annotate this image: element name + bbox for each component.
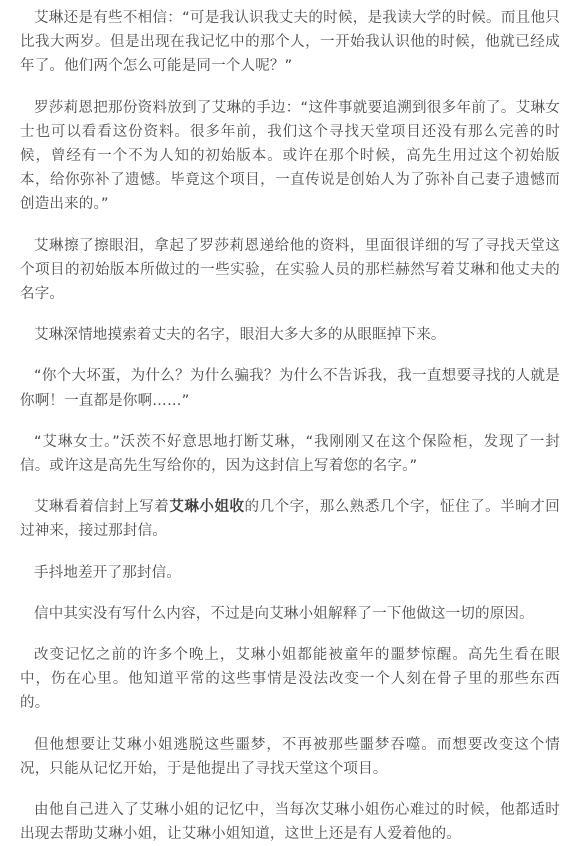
paragraph-4: 艾琳深情地摸索着丈夫的名字，眼泪大多大多的从眼眶掉下来。: [34, 327, 446, 344]
paragraph-7-bold: 艾琳小姐收: [169, 499, 245, 516]
paragraph-12: 由他自己进入了艾琳小姐的记忆中，当每次艾琳小姐伤心难过的时候，他都适时出现去帮助艾琳小姐，让艾琳小姐知道，这世上还是有人爱着他的。: [20, 802, 560, 843]
paragraph-7-prefix: 艾琳看着信封上写着: [34, 499, 170, 516]
paragraph-10: 改变记忆之前的许多个晚上，艾琳小姐都能被童年的噩梦惊醒。高先生看在眼中，伤在心里。他知道平常的这些事情是没法改变一个人刻在骨子里的那些东西的。: [20, 647, 560, 712]
paragraph-8: 手抖地差开了那封信。: [34, 564, 181, 581]
paragraph-1: 艾琳还是有些不相信：“可是我认识我丈夫的时候，是我读大学的时候。而且他只比我大两岁。但是出现在我记忆中的那个人，一开始我认识他的时候，他就已经成年了。他们两个怎么可能是同一个人呢？”: [20, 10, 560, 75]
paragraph-2: 罗莎莉恩把那份资料放到了艾琳的手边：“这件事就要追溯到很多年前了。艾琳女士也可以看看这份资料。很多年前，我们这个寻找天堂项目还没有那么完善的时候，曾经有一个不为人知的初始版本。或许在那个时候，高先生用过这个初始版本，给你弥补了遗憾。毕竟这个项目，一直传说是创始人为了弥补自己妻子遗憾而创造出来的。”: [20, 99, 560, 213]
paragraph-5: “你个大坏蛋，为什么？为什么骗我？为什么不告诉我，我一直想要寻找的人就是你啊！一直都是你啊……”: [20, 368, 560, 409]
paragraph-3: 艾琳擦了擦眼泪，拿起了罗莎莉恩递给他的资料，里面很详细的写了寻找天堂这个项目的初始版本所做过的一些实验，在实验人员的那栏赫然写着艾琳和他丈夫的名字。: [20, 237, 560, 303]
paragraph-7: [20, 495, 560, 543]
paragraph-11: 但他想要让艾琳小姐逃脱这些噩梦，不再被那些噩梦吞噬。而想要改变这个情况，只能从记忆开始，于是他提出了寻找天堂这个项目。: [20, 736, 560, 777]
paragraph-6: “艾琳女士。”沃茨不好意思地打断艾琳，“我刚刚又在这个保险柜，发现了一封信。或许这是高先生写给你的，因为这封信上写着您的名字。”: [20, 433, 560, 475]
paragraph-9: 信中其实没有写什么内容，不过是向艾琳小姐解释了一下他做这一切的原因。: [34, 605, 534, 622]
paragraph-7-suffix: 的几个字，那么熟悉几个字，怔住了。半晌才回过神来，接过那封信。: [20, 499, 561, 540]
